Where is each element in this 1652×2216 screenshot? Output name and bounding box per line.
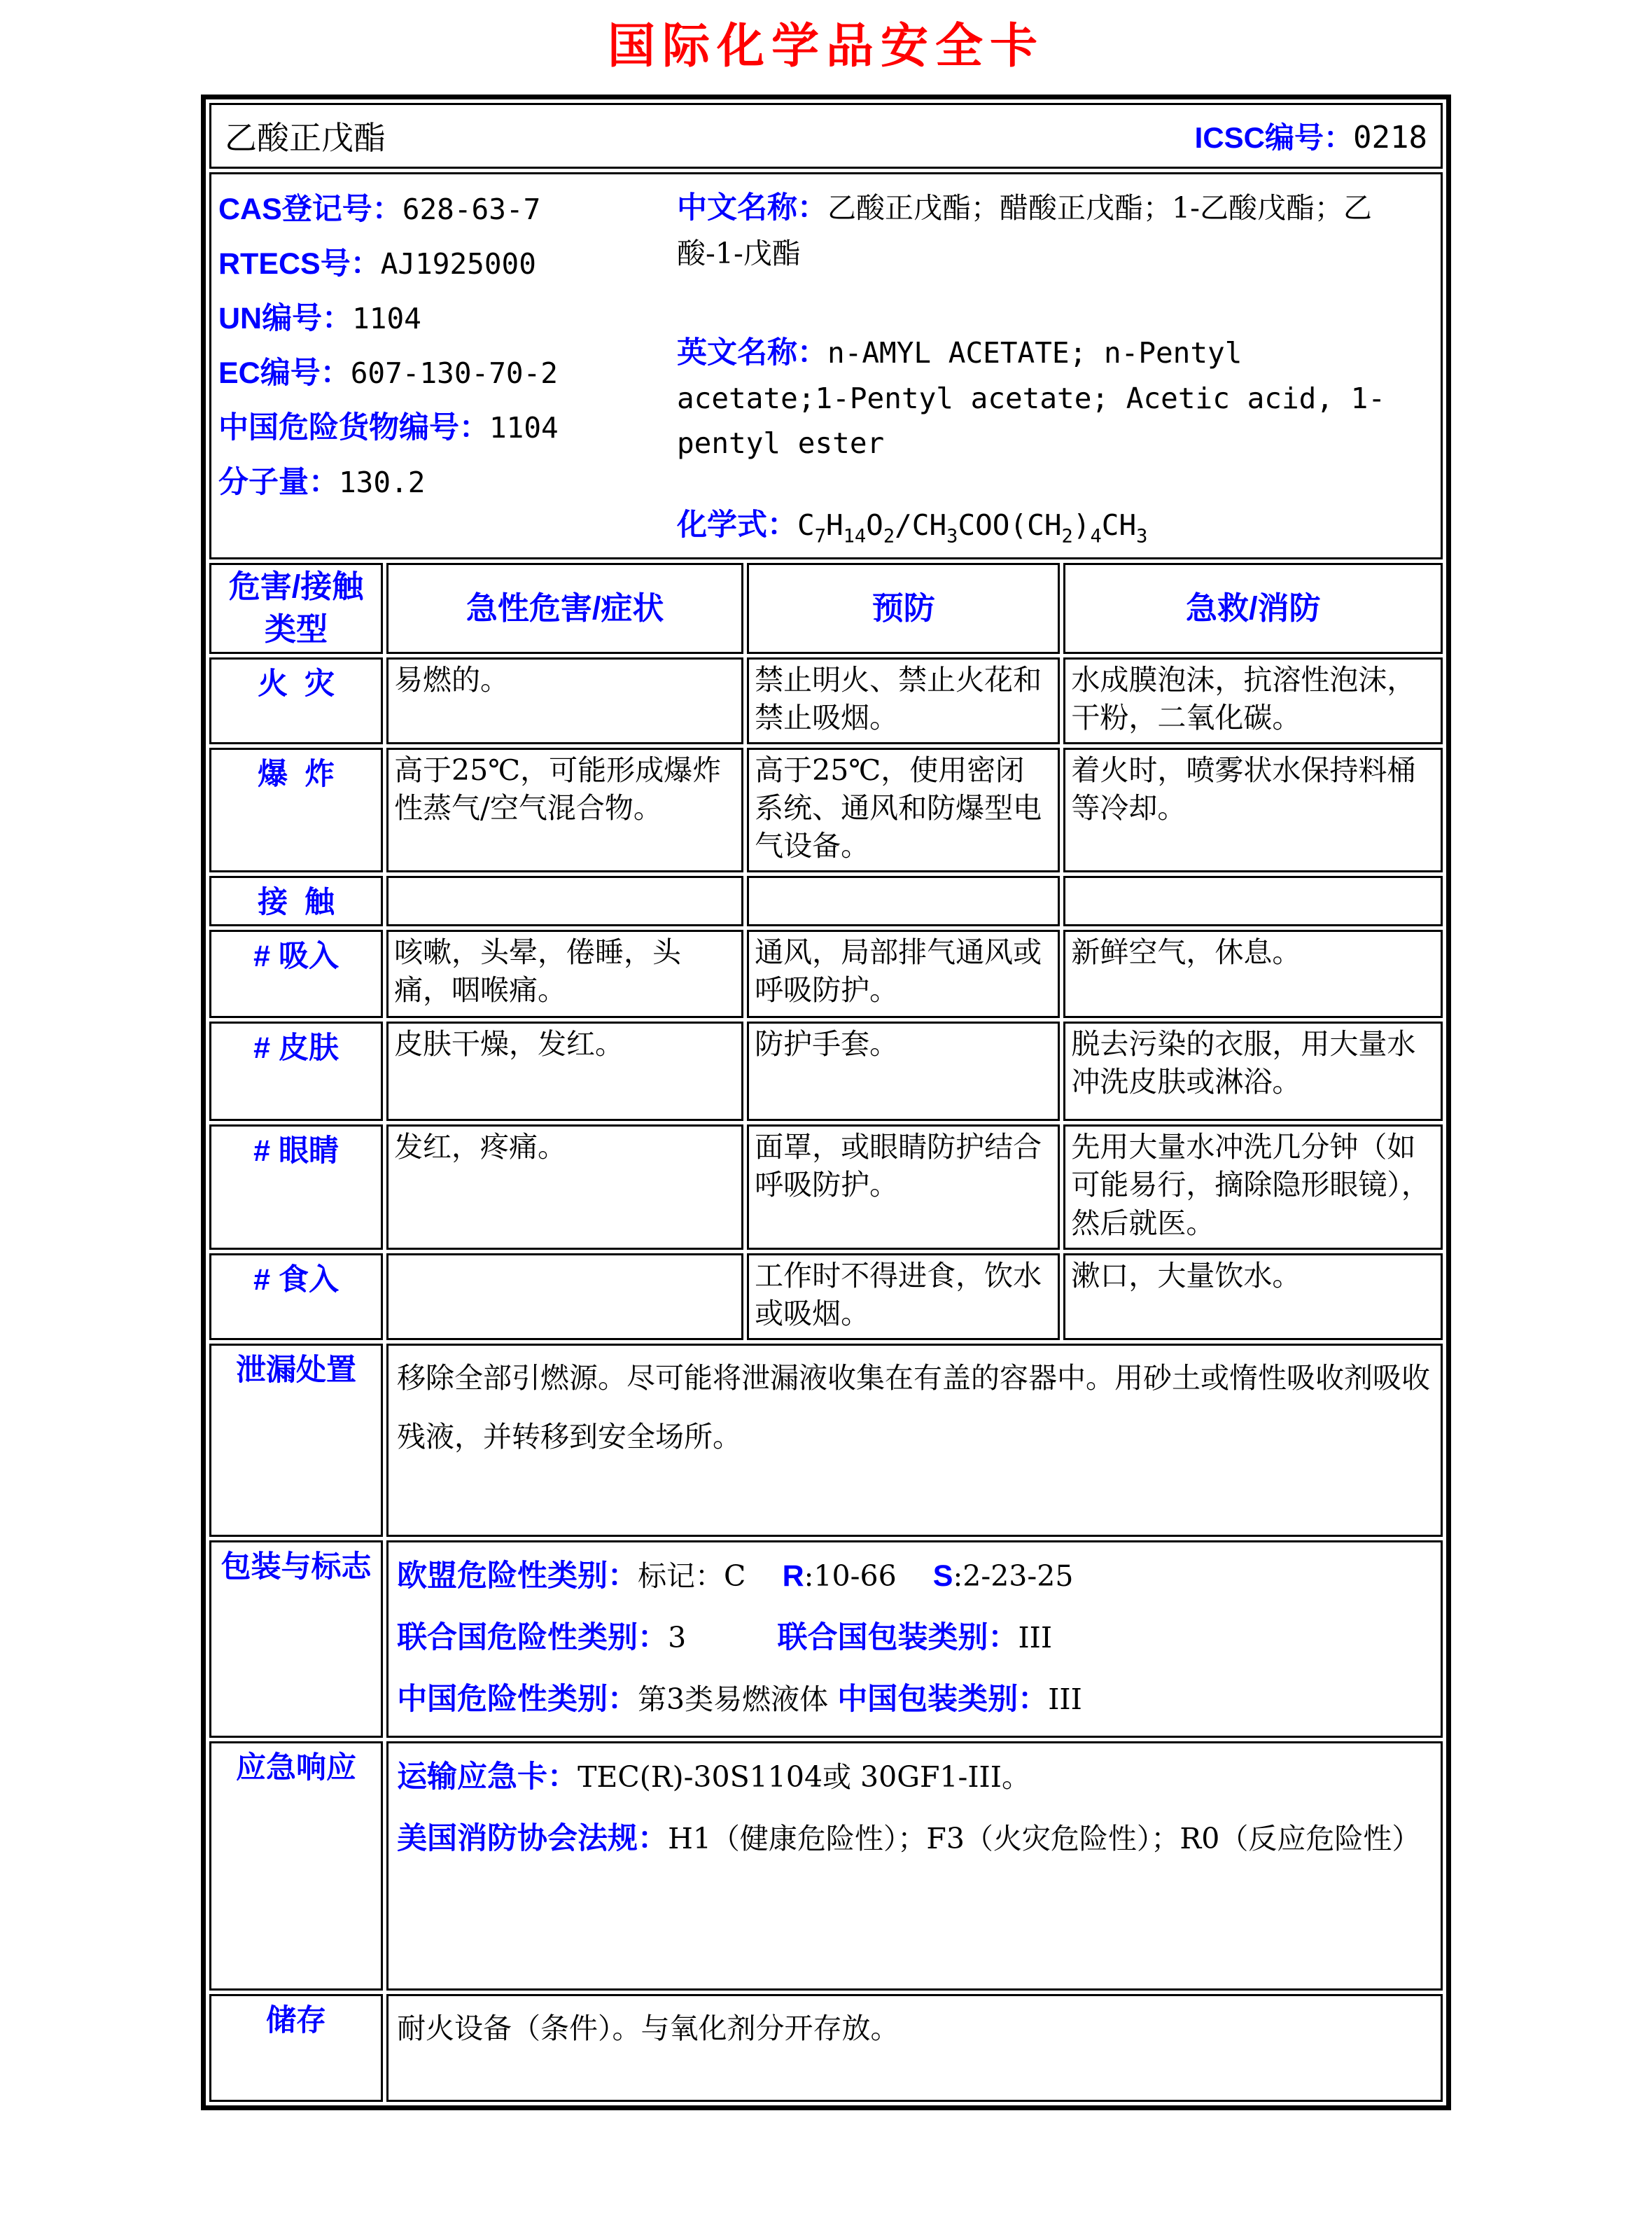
icsc-label: ICSC编号： <box>1194 121 1354 154</box>
spill-disposal-text <box>397 1349 1432 1466</box>
symptom-header: 急性危害/症状 <box>386 563 743 654</box>
section-row-packaging-labeling <box>209 1540 1443 1738</box>
section-label-emergency-response: 应急响应 <box>209 1741 383 1991</box>
rtecs-label: RTECS号： <box>218 247 381 281</box>
eyes-prevention: 面罩，或眼睛防护结合呼吸防护。 <box>747 1124 1060 1249</box>
icsc-number: 0218 <box>1353 120 1427 155</box>
nfpa-code-line <box>397 1808 1432 1869</box>
row-label-inhalation: # 吸入 <box>209 930 383 1018</box>
formula-text: CH <box>1101 508 1137 542</box>
emergency-response-content <box>386 1741 1443 1991</box>
hazard-row-fire <box>209 657 1443 744</box>
hazard-row-inhalation <box>209 930 1443 1018</box>
field-value: :10-66 <box>804 1559 933 1593</box>
cas-label: CAS登记号： <box>218 193 402 226</box>
english-name-value: n-AMYL ACETATE; n-Pentyl acetate;1-Pentyl acetate; Acetic acid, 1-pentyl ester <box>677 336 1386 460</box>
row-label-contact: 接 触 <box>209 876 383 926</box>
hazard-row-contact <box>209 876 1443 926</box>
page-title: 国际化学品安全卡 <box>607 20 1044 73</box>
un-hazard-class-line <box>397 1607 1432 1668</box>
eu-hazard-class-line <box>397 1545 1432 1607</box>
response-header: 急救/消防 <box>1063 563 1443 654</box>
substance-header-cell <box>209 103 1443 169</box>
rtecs-number-field <box>218 240 677 283</box>
chemical-formula-value <box>797 508 1148 547</box>
chemical-formula-field <box>677 503 1429 551</box>
fire-symptom: 易燃的。 <box>386 657 743 744</box>
field-label: 联合国危险性类别： <box>397 1620 668 1654</box>
identity-cell <box>209 172 1443 559</box>
identifier-list <box>218 186 677 550</box>
row-label-skin: # 皮肤 <box>209 1022 383 1121</box>
english-name-label: 英文名称： <box>677 336 827 370</box>
formula-text: C <box>797 508 815 542</box>
safety-card-table <box>201 95 1451 2110</box>
field-label: 欧盟危险性类别： <box>397 1559 638 1593</box>
ec-label: EC编号： <box>218 356 351 390</box>
field-value: 耐火设备（条件）。与氧化剂分开存放。 <box>397 2012 899 2046</box>
molecular-weight-label: 分子量： <box>218 466 339 499</box>
formula-subscript: 2 <box>883 524 895 547</box>
molecular-weight-value: 130.2 <box>339 466 426 499</box>
hazard-type-header-line2: 类型 <box>265 611 328 647</box>
inhalation-prevention: 通风，局部排气通风或呼吸防护。 <box>747 930 1060 1018</box>
explosion-symptom: 高于25℃，可能形成爆炸性蒸气/空气混合物。 <box>386 748 743 872</box>
field-label: 美国消防协会法规： <box>397 1822 668 1856</box>
field-value: 移除全部引燃源。尽可能将泄漏液收集在有盖的容器中。用砂土或惰性吸收剂吸收残液，并转移到安全场所。 <box>397 1360 1431 1454</box>
china-hazard-class-line <box>397 1668 1432 1730</box>
substance-name: 乙酸正戊酯 <box>225 119 386 157</box>
ingestion-response: 漱口，大量饮水。 <box>1063 1253 1443 1340</box>
rtecs-value: AJ1925000 <box>380 247 536 281</box>
icsc-number-group <box>1195 115 1427 157</box>
un-label: UN编号： <box>218 302 353 335</box>
formula-subscript: 7 <box>814 524 826 547</box>
formula-text: /CH <box>895 508 947 542</box>
ec-number-field <box>218 349 677 392</box>
english-name-field <box>677 330 1429 466</box>
spill-disposal-content <box>386 1344 1443 1537</box>
hazard-row-skin <box>209 1022 1443 1121</box>
un-value: 1104 <box>352 302 421 335</box>
field-label: R <box>782 1559 804 1593</box>
contact-symptom <box>386 876 743 926</box>
cas-value: 628-63-7 <box>402 193 541 226</box>
section-label-packaging-labeling: 包装与标志 <box>209 1540 383 1738</box>
section-row-emergency-response <box>209 1741 1443 1991</box>
skin-symptom: 皮肤干燥，发红。 <box>386 1022 743 1121</box>
fire-response: 水成膜泡沫，抗溶性泡沫，干粉，二氧化碳。 <box>1063 657 1443 744</box>
cas-number-field <box>218 186 677 228</box>
inhalation-symptom: 咳嗽，头晕，倦睡，头痛，咽喉痛。 <box>386 930 743 1018</box>
storage-text <box>397 1999 1432 2058</box>
field-label: 运输应急卡： <box>397 1760 578 1795</box>
hazard-row-eyes <box>209 1124 1443 1249</box>
field-value: H1（健康危险性）；F3（火灾危险性）；R0（反应危险性） <box>668 1822 1421 1856</box>
contact-response <box>1063 876 1443 926</box>
packaging-labeling-content <box>386 1540 1443 1738</box>
china-dg-number-field <box>218 404 677 447</box>
chinese-name-label: 中文名称： <box>677 191 827 225</box>
contact-prevention <box>747 876 1060 926</box>
inhalation-response: 新鲜空气，休息。 <box>1063 930 1443 1018</box>
field-value: 第3类易燃液体 <box>638 1682 838 1717</box>
ingestion-prevention: 工作时不得进食，饮水或吸烟。 <box>747 1253 1060 1340</box>
formula-text: ) <box>1072 508 1091 542</box>
chemical-formula-label: 化学式： <box>677 508 797 542</box>
skin-prevention: 防护手套。 <box>747 1022 1060 1121</box>
identity-row <box>209 172 1443 559</box>
china-dg-label: 中国危险货物编号： <box>218 411 489 445</box>
china-dg-value: 1104 <box>489 411 559 445</box>
eyes-symptom: 发红，疼痛。 <box>386 1124 743 1249</box>
skin-response: 脱去污染的衣服，用大量水冲洗皮肤或淋浴。 <box>1063 1022 1443 1121</box>
hazard-row-explosion <box>209 748 1443 872</box>
section-label-storage: 储存 <box>209 1994 383 2102</box>
prevention-header: 预防 <box>747 563 1060 654</box>
hazard-type-header <box>209 563 383 654</box>
section-row-storage <box>209 1994 1443 2102</box>
storage-content <box>386 1994 1443 2102</box>
explosion-response: 着火时，喷雾状水保持料桶等冷却。 <box>1063 748 1443 872</box>
field-value: :2-23-25 <box>953 1559 1074 1593</box>
transport-emergency-card-line <box>397 1746 1432 1808</box>
chinese-name-field <box>677 186 1429 276</box>
chinese-name-value: 乙酸正戊酯；醋酸正戊酯；1-乙酸戊酯；乙酸-1-戊酯 <box>677 191 1372 270</box>
formula-text: COO(CH <box>958 508 1062 542</box>
molecular-weight-field <box>218 459 677 501</box>
ec-value: 607-130-70-2 <box>350 356 558 390</box>
formula-text: O <box>866 508 883 542</box>
formula-text: H <box>825 508 844 542</box>
field-value: III <box>1018 1620 1053 1654</box>
section-row-spill-disposal <box>209 1344 1443 1537</box>
fire-prevention: 禁止明火、禁止火花和禁止吸烟。 <box>747 657 1060 744</box>
explosion-prevention: 高于25℃，使用密闭系统、通风和防爆型电气设备。 <box>747 748 1060 872</box>
identity-layout <box>218 186 1434 550</box>
un-number-field <box>218 295 677 337</box>
field-label: 中国危险性类别： <box>397 1682 638 1717</box>
hazard-type-header-line1: 危害/接触 <box>228 569 364 605</box>
field-label: 中国包装类别： <box>837 1682 1049 1717</box>
formula-subscript: 3 <box>946 524 958 547</box>
formula-subscript: 14 <box>843 524 867 547</box>
formula-subscript: 4 <box>1090 524 1102 547</box>
substance-header-strip <box>212 106 1440 166</box>
formula-subscript: 2 <box>1061 524 1073 547</box>
name-list <box>677 186 1434 550</box>
field-value: III <box>1048 1682 1082 1717</box>
field-value: 标记：C <box>638 1559 783 1593</box>
ingestion-symptom <box>386 1253 743 1340</box>
row-label-fire: 火 灾 <box>209 657 383 744</box>
field-label: S <box>932 1559 953 1593</box>
hazard-row-ingestion <box>209 1253 1443 1340</box>
formula-subscript: 3 <box>1136 524 1148 547</box>
row-label-ingestion: # 食入 <box>209 1253 383 1340</box>
row-label-explosion: 爆 炸 <box>209 748 383 872</box>
field-label: 联合国包装类别： <box>777 1620 1018 1654</box>
substance-header-row <box>209 103 1443 169</box>
field-value: TEC(R)-30S1104或 30GF1-III。 <box>578 1760 1030 1795</box>
eyes-response: 先用大量水冲洗几分钟（如可能易行，摘除隐形眼镜），然后就医。 <box>1063 1124 1443 1249</box>
section-label-spill-disposal: 泄漏处置 <box>209 1344 383 1537</box>
row-label-eyes: # 眼睛 <box>209 1124 383 1249</box>
hazard-header-row <box>209 563 1443 654</box>
field-value: 3 <box>668 1620 778 1654</box>
